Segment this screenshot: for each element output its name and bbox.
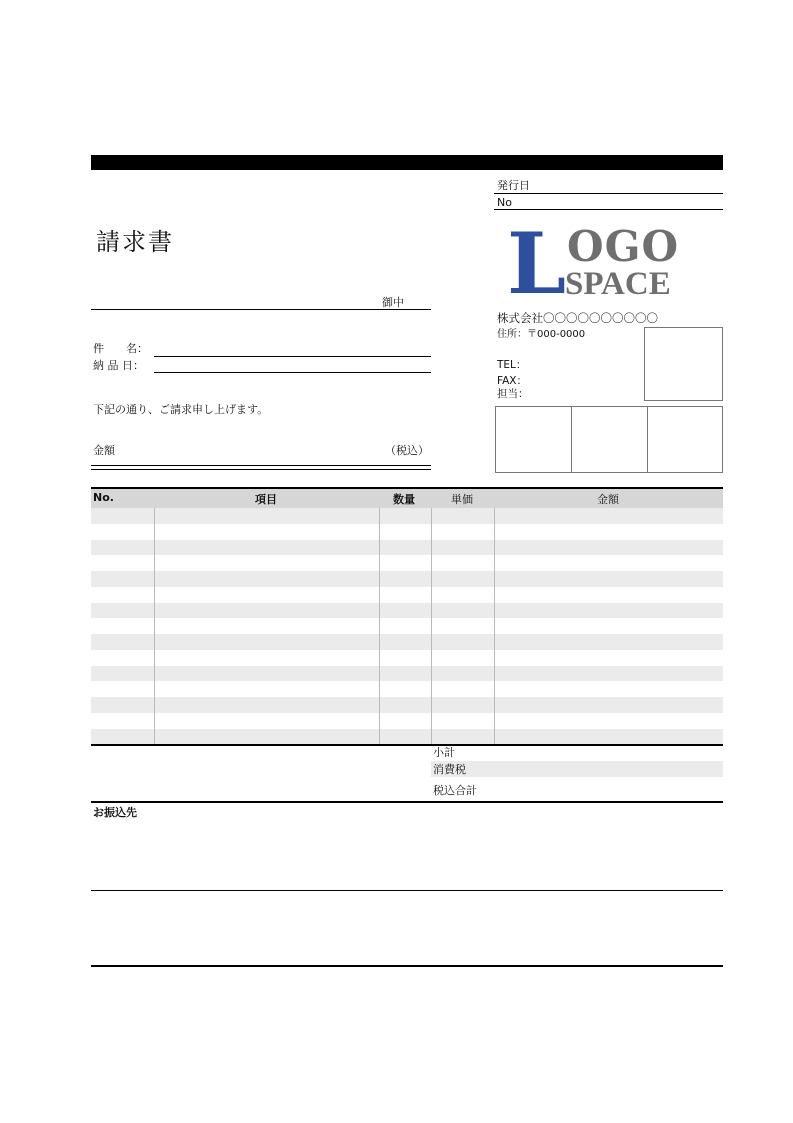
table-row <box>91 697 723 713</box>
table-row <box>91 603 723 619</box>
total-label: 税込合計 <box>433 784 477 797</box>
delivery-date-label: 納 品 日： <box>93 359 144 372</box>
col-divider-4 <box>494 508 495 744</box>
bank-bottom-line <box>91 965 723 967</box>
company-fax: FAX： <box>497 375 527 387</box>
amount-line-2 <box>91 469 431 470</box>
company-person: 担当： <box>497 388 529 400</box>
bank-label: お振込先 <box>93 806 137 819</box>
table-row <box>91 681 723 697</box>
tax-row-bg <box>431 761 723 777</box>
header-item: 項目 <box>255 493 277 506</box>
col-divider-1 <box>154 508 155 744</box>
table-row <box>91 524 723 540</box>
col-divider-3 <box>431 508 432 744</box>
header-unit-price: 単価 <box>451 493 473 506</box>
subject-line <box>154 356 431 357</box>
tax-included-label: （税込） <box>385 444 429 457</box>
approval-stamp-boxes <box>495 406 723 473</box>
items-table-header <box>91 487 723 510</box>
subject-label: 件 名： <box>93 342 148 355</box>
page-title: 請求書 <box>96 228 174 256</box>
company-name: 株式会社〇〇〇〇〇〇〇〇〇〇 <box>497 311 658 325</box>
table-row <box>91 729 723 745</box>
company-seal-box <box>644 327 723 401</box>
header-quantity: 数量 <box>393 493 415 506</box>
table-row <box>91 666 723 682</box>
subtotal-label: 小計 <box>433 746 455 759</box>
delivery-date-line <box>154 372 431 373</box>
table-row <box>91 713 723 729</box>
issue-date-label: 発行日 <box>497 179 530 192</box>
table-row <box>91 618 723 634</box>
tax-label: 消費税 <box>433 763 466 776</box>
logo-letter-l: L <box>507 214 567 313</box>
header-no: No. <box>93 491 114 504</box>
company-address: 住所：〒000-0000 <box>497 329 586 340</box>
approval-divider-2 <box>647 406 648 473</box>
logo-ogo: OGO <box>567 222 680 271</box>
table-row <box>91 540 723 556</box>
amount-line-1 <box>91 465 431 466</box>
recipient-suffix: 御中 <box>382 296 404 309</box>
approval-divider-1 <box>571 406 572 473</box>
table-row <box>91 571 723 587</box>
table-row <box>91 634 723 650</box>
table-row <box>91 555 723 571</box>
logo-space: SPACE <box>565 266 671 302</box>
intro-text: 下記の通り、ご請求申し上げます。 <box>93 403 269 416</box>
table-bottom-line <box>91 744 723 746</box>
company-tel: TEL： <box>497 359 527 371</box>
bank-top-line <box>91 801 723 803</box>
header-amount: 金額 <box>597 493 619 506</box>
table-row <box>91 508 723 524</box>
issue-date-line <box>494 193 723 194</box>
table-row <box>91 650 723 666</box>
col-divider-2 <box>379 508 380 744</box>
table-row <box>91 587 723 603</box>
bank-mid-line <box>91 890 723 891</box>
no-line <box>494 209 723 210</box>
amount-label: 金額 <box>93 444 115 457</box>
recipient-line <box>91 309 431 310</box>
header-bar <box>91 155 723 170</box>
no-label: No <box>497 196 512 209</box>
